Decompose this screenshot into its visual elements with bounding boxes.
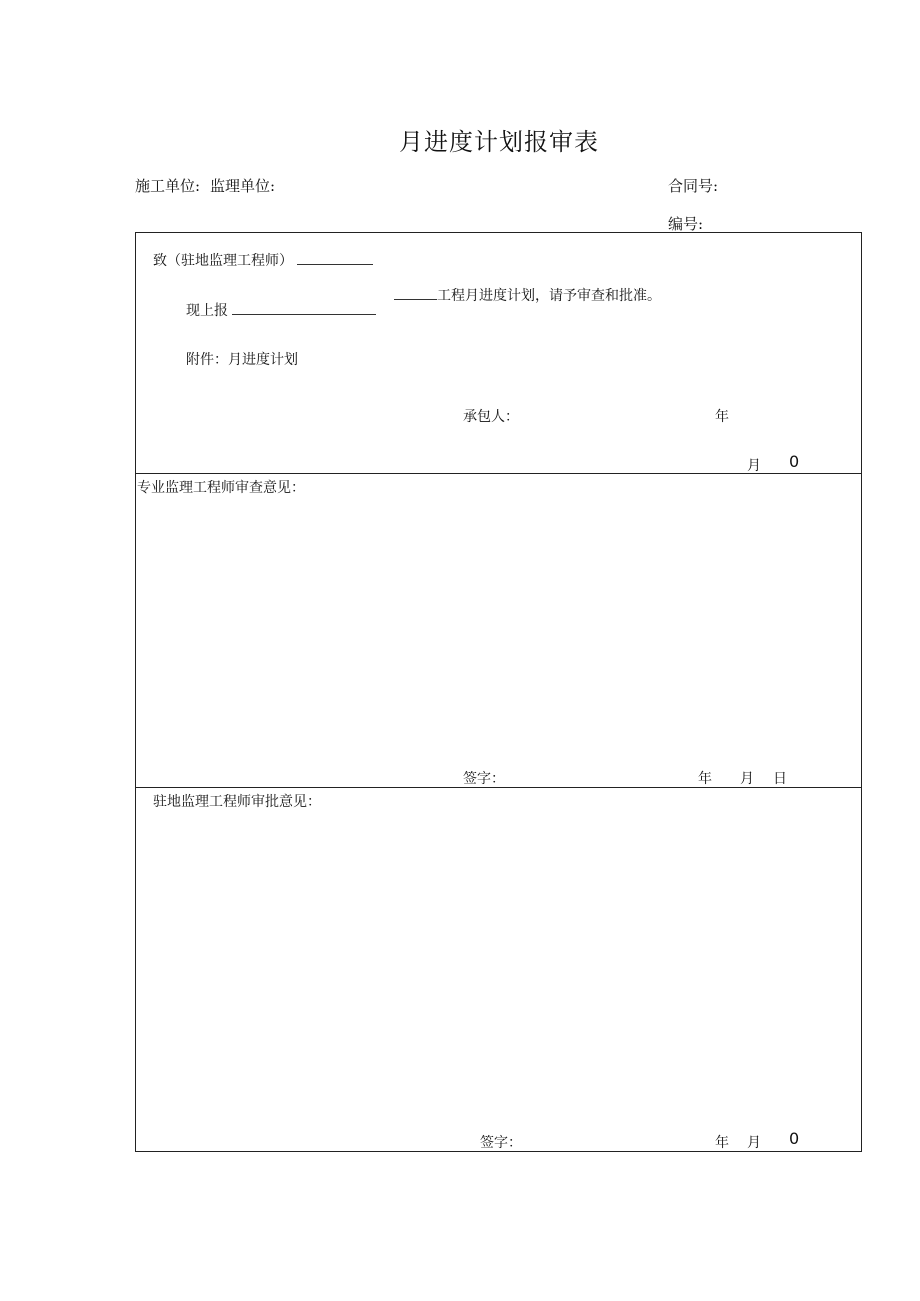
contract-no-label: 合同号: bbox=[668, 177, 719, 195]
project-plan-line bbox=[394, 285, 661, 305]
addressee-label: 致（驻地监理工程师） bbox=[153, 253, 293, 269]
report-year-label: 年 bbox=[715, 409, 729, 425]
specialist-month-label: 月 bbox=[740, 771, 754, 787]
resident-opinion-heading: 驻地监理工程师审批意见： bbox=[153, 794, 321, 810]
plan-request-text: 工程月进度计划，请予审查和批准。 bbox=[437, 288, 661, 304]
contractor-label: 承包人： bbox=[463, 409, 519, 425]
report-month-label: 月 bbox=[747, 458, 761, 474]
supervision-unit-label: 监理单位: bbox=[210, 177, 276, 195]
addressee-line bbox=[153, 250, 373, 270]
addressee-blank[interactable] bbox=[297, 252, 373, 265]
resident-sign-label: 签字： bbox=[480, 1135, 522, 1151]
specialist-day-label: 日 bbox=[773, 771, 787, 787]
resident-month-label: 月 bbox=[747, 1135, 761, 1151]
resident-year-label: 年 bbox=[715, 1135, 729, 1151]
report-section bbox=[136, 233, 861, 474]
specialist-year-label: 年 bbox=[698, 771, 712, 787]
specialist-opinion-heading: 专业监理工程师审查意见： bbox=[137, 480, 305, 496]
serial-no-label: 编号: bbox=[668, 215, 704, 233]
report-line bbox=[186, 300, 376, 320]
resident-approval-section bbox=[136, 788, 861, 1151]
report-label: 现上报 bbox=[186, 303, 228, 319]
form-title: 月进度计划报审表 bbox=[399, 128, 599, 156]
report-day-value: 0 bbox=[789, 452, 800, 471]
specialist-sign-label: 签字： bbox=[463, 771, 505, 787]
project-name-blank[interactable] bbox=[394, 287, 437, 300]
construction-unit-label: 施工单位: bbox=[135, 177, 201, 195]
attachment-label: 附件：月进度计划 bbox=[186, 352, 298, 368]
report-blank[interactable] bbox=[232, 302, 376, 315]
resident-day-value: 0 bbox=[789, 1129, 800, 1148]
specialist-review-section bbox=[136, 474, 861, 788]
review-form-table bbox=[135, 232, 862, 1152]
